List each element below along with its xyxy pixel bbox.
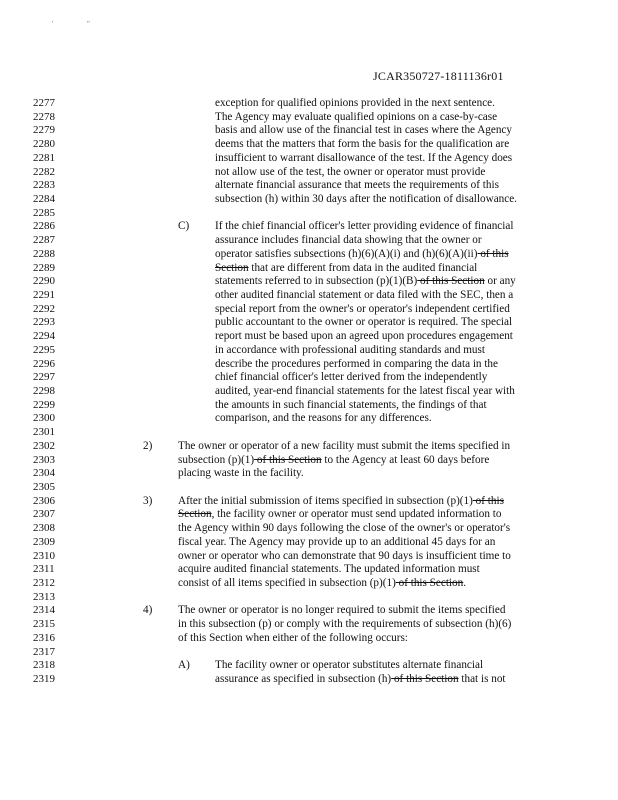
line-number: 2294 — [33, 330, 55, 342]
line-number: 2288 — [33, 248, 55, 260]
text-line: The Agency may evaluate qualified opinions on a case-by-case — [215, 111, 498, 123]
deleted-text: of this Section — [417, 275, 485, 287]
line-number: 2311 — [33, 563, 55, 575]
document-id: JCAR350727-1811136r01 — [373, 69, 504, 83]
text-line — [215, 275, 516, 289]
deleted-text: of this Section — [254, 454, 322, 466]
text-segment: subsection (p)(1) — [178, 454, 255, 466]
line-number: 2284 — [33, 193, 55, 205]
text-line: The facility owner or operator substitutes alternate financial — [215, 659, 484, 671]
text-line: The owner or operator is no longer required to submit the items specified — [178, 604, 506, 616]
deleted-text: of this — [472, 495, 504, 507]
text-line: in accordance with professional auditing standards and must — [215, 344, 485, 356]
text-line — [215, 262, 477, 276]
line-number: 2296 — [33, 358, 55, 370]
text-line: the amounts in such financial statements, the findings of that — [215, 399, 487, 411]
line-number: 2312 — [33, 577, 55, 589]
paragraph-label: 4) — [143, 604, 153, 616]
text-segment: operator satisfies subsections (h)(6)(A)(i) and (h)(6)(A)(ii) — [215, 248, 478, 260]
text-line: If the chief financial officer's letter providing evidence of financial — [215, 220, 514, 232]
text-segment: consist of all items specified in subsection (p)(1) — [178, 577, 396, 589]
line-number: 2301 — [33, 426, 55, 438]
line-number: 2315 — [33, 618, 55, 630]
text-line: subsection (h) within 30 days after the notification of disallowance. — [215, 193, 517, 205]
text-line: assurance includes financial data showing that the owner or — [215, 234, 482, 246]
line-number: 2316 — [33, 632, 55, 644]
text-line: basis and allow use of the financial test in cases where the Agency — [215, 124, 512, 136]
line-number: 2278 — [33, 111, 55, 123]
text-segment: that are different from data in the audited financial — [248, 262, 478, 274]
line-number: 2305 — [33, 481, 55, 493]
text-line: audited, year-end financial statements for the latest fiscal year with — [215, 385, 515, 397]
deleted-text: Section — [178, 508, 212, 520]
line-number: 2303 — [33, 454, 55, 466]
line-number: 2291 — [33, 289, 55, 301]
line-number: 2290 — [33, 275, 55, 287]
line-number: 2289 — [33, 262, 55, 274]
text-line: describe the procedures performed in comparing the data in the — [215, 358, 498, 370]
text-segment: After the initial submission of items specified in subsection (p)(1) — [178, 495, 473, 507]
line-number: 2306 — [33, 495, 55, 507]
text-line: acquire audited financial statements. The updated information must — [178, 563, 480, 575]
text-line: fiscal year. The Agency may provide up to an additional 45 days for an — [178, 536, 496, 548]
text-line: chief financial officer's letter derived from the independently — [215, 371, 488, 383]
line-number: 2317 — [33, 646, 55, 658]
text-line: report must be based upon an agreed upon procedures engagement — [215, 330, 513, 342]
text-line: alternate financial assurance that meets the requirements of this — [215, 179, 499, 191]
text-segment: or any — [484, 275, 516, 287]
line-number: 2282 — [33, 166, 55, 178]
text-line: special report from the owner's or operator's independent certified — [215, 303, 510, 315]
line-number: 2298 — [33, 385, 55, 397]
top-mark-2: " — [87, 20, 90, 28]
text-line — [215, 673, 506, 687]
line-number: 2281 — [33, 152, 55, 164]
text-line — [178, 577, 466, 591]
paragraph-label: 3) — [143, 495, 153, 507]
text-line: comparison, and the reasons for any differences. — [215, 412, 432, 424]
text-line — [215, 248, 509, 262]
line-number: 2319 — [33, 673, 55, 685]
line-number: 2280 — [33, 138, 55, 150]
line-number: 2292 — [33, 303, 55, 315]
text-line — [178, 454, 489, 468]
text-line: the Agency within 90 days following the close of the owner's or operator's — [178, 522, 511, 534]
line-number: 2279 — [33, 124, 55, 136]
text-segment: that is not — [458, 673, 506, 685]
line-number: 2309 — [33, 536, 55, 548]
deleted-text: of this Section — [391, 673, 459, 685]
subsection-label: A) — [178, 659, 190, 671]
line-number: 2295 — [33, 344, 55, 356]
line-number: 2318 — [33, 659, 55, 671]
text-line: owner or operator who can demonstrate that 90 days is insufficient time to — [178, 550, 511, 562]
text-line: other audited financial statement or data filed with the SEC, then a — [215, 289, 514, 301]
line-number: 2297 — [33, 371, 55, 383]
line-number: 2293 — [33, 316, 55, 328]
text-segment: statements referred to in subsection (p)(1)(B) — [215, 275, 418, 287]
line-number: 2283 — [33, 179, 55, 191]
line-number: 2302 — [33, 440, 55, 452]
line-number: 2299 — [33, 399, 55, 411]
paragraph-label: 2) — [143, 440, 153, 452]
line-number: 2307 — [33, 508, 55, 520]
text-line: deems that the matters that form the basis for the qualification are — [215, 138, 510, 150]
line-number: 2277 — [33, 97, 55, 109]
text-segment: assurance as specified in subsection (h) — [215, 673, 392, 685]
text-segment: to the Agency at least 60 days before — [321, 454, 490, 466]
text-segment: , the facility owner or operator must send updated information to — [211, 508, 502, 520]
line-number: 2287 — [33, 234, 55, 246]
text-line — [178, 495, 504, 509]
line-number: 2304 — [33, 467, 55, 479]
text-line: not allow use of the test, the owner or operator must provide — [215, 166, 486, 178]
line-number: 2313 — [33, 591, 55, 603]
text-line: in this subsection (p) or comply with the requirements of subsection (h)(6) — [178, 618, 512, 630]
text-line — [178, 508, 501, 522]
text-line: of this Section when either of the following occurs: — [178, 632, 408, 644]
line-number: 2285 — [33, 207, 55, 219]
text-line: The owner or operator of a new facility must submit the items specified in — [178, 440, 511, 452]
subsection-label: C) — [178, 220, 190, 232]
line-number: 2300 — [33, 412, 55, 424]
text-line: insufficient to warrant disallowance of the test. If the Agency does — [215, 152, 513, 164]
line-number: 2314 — [33, 604, 55, 616]
line-number: 2310 — [33, 550, 55, 562]
deleted-text: of this — [477, 248, 509, 260]
text-segment: . — [463, 577, 467, 589]
line-number: 2308 — [33, 522, 55, 534]
text-line: public accountant to the owner or operator is required. The special — [215, 316, 513, 328]
text-line: exception for qualified opinions provided in the next sentence. — [215, 97, 495, 109]
text-line: placing waste in the facility. — [178, 467, 304, 479]
deleted-text: of this Section — [395, 577, 464, 589]
deleted-text: Section — [215, 262, 249, 274]
top-mark-1: ' — [52, 20, 54, 28]
line-number: 2286 — [33, 220, 55, 232]
